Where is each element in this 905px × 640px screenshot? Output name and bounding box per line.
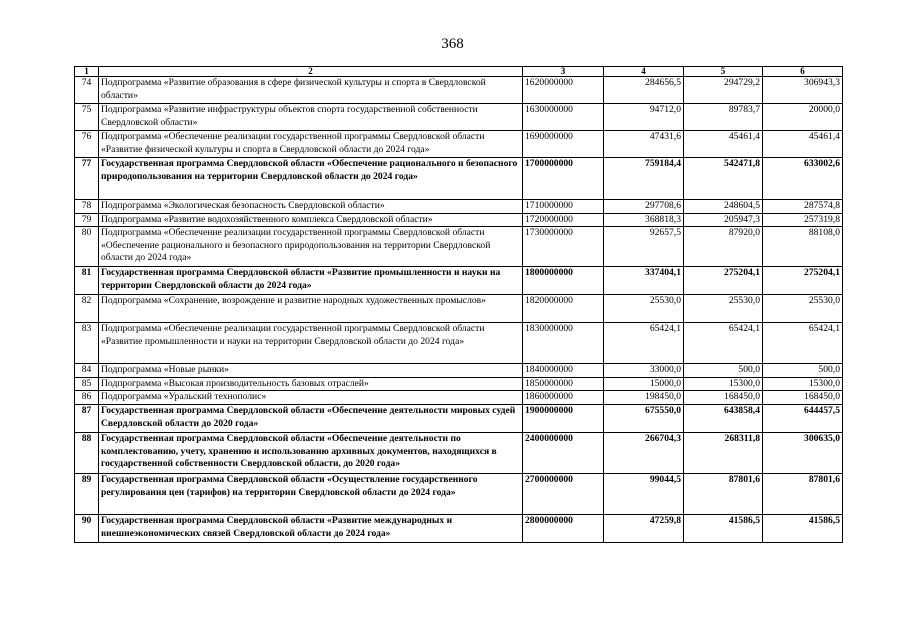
table-header-row — [75, 67, 843, 77]
program-name-cell: Государственная программа Свердловской области «Осуществление государственного регулирования цен (тарифов) на территории Свердловской области до 2024 года» — [99, 473, 523, 514]
amount-col5-cell: 275204,1 — [684, 267, 763, 295]
program-name-cell: Государственная программа Свердловской области «Развитие промышленности и науки на территории Свердловской области до 2024 года» — [99, 267, 523, 295]
table-row — [75, 391, 843, 405]
row-number-cell: 87 — [75, 404, 99, 432]
amount-col5-cell: 25530,0 — [684, 295, 763, 323]
row-number-cell: 80 — [75, 227, 99, 267]
program-name-cell: Государственная программа Свердловской области «Обеспечение деятельности мировых судей Свердловской области до 2020 года» — [99, 404, 523, 432]
table-row — [75, 200, 843, 214]
target-code-cell: 2700000000 — [523, 473, 604, 514]
amount-col4-cell: 33000,0 — [604, 364, 684, 378]
program-name-cell: Подпрограмма «Развитие инфраструктуры объектов спорта государственной собственности Свердловской области» — [99, 104, 523, 131]
target-code-cell: 1630000000 — [523, 104, 604, 131]
amount-col6-cell: 88108,0 — [763, 227, 843, 267]
amount-col5-cell: 268311,8 — [684, 432, 763, 473]
header-col-6: 6 — [763, 67, 843, 77]
program-name-cell: Государственная программа Свердловской области «Обеспечение деятельности по комплектованию, учету, хранению и использованию архивных документов, находящихся в государственной собственности Свердловской области, до 2020 года» — [99, 432, 523, 473]
table-row — [75, 77, 843, 104]
row-number-cell: 89 — [75, 473, 99, 514]
row-number-cell: 82 — [75, 295, 99, 323]
table-row — [75, 377, 843, 391]
amount-col5-cell: 168450,0 — [684, 391, 763, 405]
row-number-cell: 75 — [75, 104, 99, 131]
amount-col5-cell: 643858,4 — [684, 404, 763, 432]
row-number-cell: 74 — [75, 77, 99, 104]
amount-col4-cell: 99044,5 — [604, 473, 684, 514]
amount-col6-cell: 45461,4 — [763, 131, 843, 158]
amount-col6-cell: 287574,8 — [763, 200, 843, 214]
amount-col4-cell: 368818,3 — [604, 213, 684, 227]
row-number-cell: 85 — [75, 377, 99, 391]
amount-col5-cell: 542471,8 — [684, 158, 763, 200]
program-name-cell: Государственная программа Свердловской области «Развитие международных и внешнеэкономических связей Свердловской области до 2024 года» — [99, 514, 523, 542]
row-number-cell: 88 — [75, 432, 99, 473]
amount-col6-cell: 15300,0 — [763, 377, 843, 391]
program-name-cell: Подпрограмма «Развитие водохозяйственного комплекса Свердловской области» — [99, 213, 523, 227]
amount-col6-cell: 500,0 — [763, 364, 843, 378]
target-code-cell: 1860000000 — [523, 391, 604, 405]
amount-col4-cell: 92657,5 — [604, 227, 684, 267]
amount-col4-cell: 25530,0 — [604, 295, 684, 323]
amount-col5-cell: 45461,4 — [684, 131, 763, 158]
table-row — [75, 131, 843, 158]
program-name-cell: Подпрограмма «Обеспечение реализации государственной программы Свердловской области «Развитие физической культуры и спорта в Свердловской области до 2024 года» — [99, 131, 523, 158]
program-name-cell: Подпрограмма «Экологическая безопасность Свердловской области» — [99, 200, 523, 214]
amount-col5-cell: 89783,7 — [684, 104, 763, 131]
table-row — [75, 158, 843, 200]
target-code-cell: 2400000000 — [523, 432, 604, 473]
amount-col4-cell: 94712,0 — [604, 104, 684, 131]
amount-col6-cell: 257319,8 — [763, 213, 843, 227]
target-code-cell: 1820000000 — [523, 295, 604, 323]
table-row — [75, 213, 843, 227]
target-code-cell: 1720000000 — [523, 213, 604, 227]
target-code-cell: 1840000000 — [523, 364, 604, 378]
amount-col6-cell: 275204,1 — [763, 267, 843, 295]
amount-col4-cell: 675550,0 — [604, 404, 684, 432]
row-number-cell: 81 — [75, 267, 99, 295]
target-code-cell: 2800000000 — [523, 514, 604, 542]
row-number-cell: 90 — [75, 514, 99, 542]
target-code-cell: 1700000000 — [523, 158, 604, 200]
amount-col5-cell: 205947,3 — [684, 213, 763, 227]
row-number-cell: 76 — [75, 131, 99, 158]
amount-col5-cell: 65424,1 — [684, 323, 763, 364]
program-name-cell: Подпрограмма «Обеспечение реализации государственной программы Свердловской области «Обеспечение рационального и безопасного природопользования на территории Свердловской области до 2024 года» — [99, 227, 523, 267]
header-col-2: 2 — [99, 67, 523, 77]
row-number-cell: 77 — [75, 158, 99, 200]
amount-col4-cell: 759184,4 — [604, 158, 684, 200]
amount-col6-cell: 306943,3 — [763, 77, 843, 104]
amount-col5-cell: 500,0 — [684, 364, 763, 378]
amount-col5-cell: 41586,5 — [684, 514, 763, 542]
program-name-cell: Подпрограмма «Высокая производительность базовых отраслей» — [99, 377, 523, 391]
table-body — [75, 77, 843, 543]
amount-col6-cell: 644457,5 — [763, 404, 843, 432]
header-col-5: 5 — [684, 67, 763, 77]
row-number-cell: 78 — [75, 200, 99, 214]
table-row — [75, 227, 843, 267]
row-number-cell: 79 — [75, 213, 99, 227]
target-code-cell: 1830000000 — [523, 323, 604, 364]
target-code-cell: 1620000000 — [523, 77, 604, 104]
program-name-cell: Подпрограмма «Новые рынки» — [99, 364, 523, 378]
amount-col6-cell: 87801,6 — [763, 473, 843, 514]
row-number-cell: 83 — [75, 323, 99, 364]
amount-col4-cell: 47431,6 — [604, 131, 684, 158]
budget-table — [74, 66, 843, 543]
amount-col4-cell: 284656,5 — [604, 77, 684, 104]
table-row — [75, 295, 843, 323]
row-number-cell: 84 — [75, 364, 99, 378]
amount-col6-cell: 20000,0 — [763, 104, 843, 131]
amount-col6-cell: 300635,0 — [763, 432, 843, 473]
amount-col4-cell: 297708,6 — [604, 200, 684, 214]
table-row — [75, 267, 843, 295]
header-col-1: 1 — [75, 67, 99, 77]
target-code-cell: 1690000000 — [523, 131, 604, 158]
program-name-cell: Подпрограмма «Сохранение, возрождение и развитие народных художественных промыслов» — [99, 295, 523, 323]
target-code-cell: 1730000000 — [523, 227, 604, 267]
table-row — [75, 404, 843, 432]
table-row — [75, 323, 843, 364]
amount-col6-cell: 633002,6 — [763, 158, 843, 200]
program-name-cell: Подпрограмма «Обеспечение реализации государственной программы Свердловской области «Развитие промышленности и науки на территории Свердловской области до 2024 года» — [99, 323, 523, 364]
amount-col6-cell: 65424,1 — [763, 323, 843, 364]
amount-col6-cell: 168450,0 — [763, 391, 843, 405]
table-row — [75, 364, 843, 378]
amount-col5-cell: 87801,6 — [684, 473, 763, 514]
program-name-cell: Подпрограмма «Уральский технополис» — [99, 391, 523, 405]
row-number-cell: 86 — [75, 391, 99, 405]
amount-col6-cell: 25530,0 — [763, 295, 843, 323]
amount-col4-cell: 15000,0 — [604, 377, 684, 391]
target-code-cell: 1850000000 — [523, 377, 604, 391]
amount-col4-cell: 198450,0 — [604, 391, 684, 405]
target-code-cell: 1800000000 — [523, 267, 604, 295]
header-col-3: 3 — [523, 67, 604, 77]
table-row — [75, 514, 843, 542]
program-name-cell: Государственная программа Свердловской области «Обеспечение рационального и безопасного природопользования на территории Свердловской области до 2024 года» — [99, 158, 523, 200]
amount-col6-cell: 41586,5 — [763, 514, 843, 542]
amount-col4-cell: 266704,3 — [604, 432, 684, 473]
amount-col4-cell: 65424,1 — [604, 323, 684, 364]
amount-col5-cell: 87920,0 — [684, 227, 763, 267]
target-code-cell: 1710000000 — [523, 200, 604, 214]
table-row — [75, 473, 843, 514]
target-code-cell: 1900000000 — [523, 404, 604, 432]
amount-col5-cell: 15300,0 — [684, 377, 763, 391]
program-name-cell: Подпрограмма «Развитие образования в сфере физической культуры и спорта в Свердловской области» — [99, 77, 523, 104]
amount-col4-cell: 337404,1 — [604, 267, 684, 295]
amount-col5-cell: 248604,5 — [684, 200, 763, 214]
table-row — [75, 104, 843, 131]
header-col-4: 4 — [604, 67, 684, 77]
amount-col5-cell: 294729,2 — [684, 77, 763, 104]
table-row — [75, 432, 843, 473]
amount-col4-cell: 47259,8 — [604, 514, 684, 542]
page-number: 368 — [441, 36, 464, 52]
